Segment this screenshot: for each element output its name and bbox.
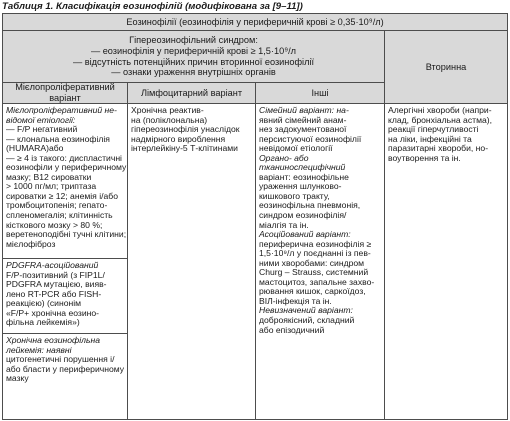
unknown-line: або епізодичний bbox=[259, 324, 325, 335]
familial-line: невідомої етіології bbox=[259, 143, 333, 154]
assoc-line: 1,5·10⁹/л у поєднанні із пев- bbox=[259, 248, 371, 259]
hes-line: — ознаки ураження внутрішніх органів bbox=[111, 67, 276, 78]
eosinophilia-classification-table bbox=[2, 13, 508, 420]
myelo-chronic-leukemia-cell bbox=[3, 334, 128, 419]
myelo-line: — F/P негативний bbox=[6, 124, 78, 135]
organ-line: Органо- або bbox=[259, 152, 309, 163]
header-other bbox=[256, 83, 385, 104]
pdgfra-line: фільна лейкемія») bbox=[6, 317, 80, 328]
pdgfra-line: «F/P+ хронічна еозино- bbox=[6, 307, 100, 318]
secondary-line: на ліки, інфекційні та bbox=[388, 133, 472, 144]
myelo-line: відомої етіології: bbox=[6, 114, 76, 125]
myelo-line: > 1000 пг/мл; триптаза bbox=[6, 181, 97, 192]
leukemia-line: або бласти у периферичному bbox=[6, 363, 125, 374]
leukemia-line: Хронічна еозинофільна bbox=[6, 335, 100, 345]
organ-line: кишкового тракту, bbox=[259, 190, 330, 201]
familial-line: явний сімейний анам- bbox=[259, 114, 347, 125]
pdgfra-line: реакцією) (синонім bbox=[6, 298, 82, 309]
leukemia-line: цитогенетичні порушення і/ bbox=[6, 354, 115, 365]
myelo-pdgfra-cell bbox=[3, 259, 128, 334]
lympho-line: інтерлейкіну-5 Т-клітинами bbox=[131, 143, 238, 154]
hes-line: — відсутність потенційних причин вторинної еозинофілії bbox=[72, 56, 315, 67]
lympho-line: гіпереозинофілія унаслідок bbox=[131, 124, 240, 135]
assoc-line: ними хворобами: синдром bbox=[259, 257, 365, 268]
familial-line: нез задокументованої bbox=[259, 124, 347, 135]
pdgfra-line: F/P-позитивний (з FIP1L/ bbox=[6, 269, 105, 280]
assoc-line: рювання кишок, саркоїдоз, bbox=[259, 286, 366, 297]
organ-line: міалгія та ін. bbox=[259, 219, 309, 230]
pdgfra-line: PDGFRA-асоційований bbox=[6, 260, 99, 270]
secondary-line: реакції гіперчутливості bbox=[388, 124, 479, 135]
myelo-line: сироватки ≥ 12; анемія і/або bbox=[6, 190, 118, 201]
unknown-line: доброякісний, складний bbox=[259, 315, 355, 326]
myelo-line: кісткового мозку > 80 %; bbox=[6, 219, 103, 230]
header-myelo-line: варіант bbox=[49, 93, 81, 103]
header-secondary-text: Вторинна bbox=[425, 61, 467, 72]
myelo-line: веретеноподібні тучні клітини; bbox=[6, 229, 127, 240]
lympho-line: Хронічна реактив- bbox=[131, 105, 204, 115]
assoc-line: периферична еозинофілія ≥ bbox=[259, 238, 372, 249]
myelo-line: Мієлопроліферативний не- bbox=[6, 105, 117, 115]
header-main bbox=[3, 14, 507, 31]
myelo-unknown-etiology-cell bbox=[3, 104, 128, 259]
myelo-line: — клональна еозинофілія bbox=[6, 133, 110, 144]
assoc-line: ВІЛ-інфекція та ін. bbox=[259, 295, 332, 306]
secondary-line: клад, бронхіальна астма), bbox=[388, 114, 493, 125]
secondary-line: паразитарні хвороби, но- bbox=[388, 143, 489, 154]
assoc-line: Асоційований варіант: bbox=[259, 229, 351, 240]
pdgfra-line: лено RT-PCR або FISH- bbox=[6, 288, 102, 299]
organ-line: ураження шлунково- bbox=[259, 181, 342, 192]
organ-line: тканиноспецифічний bbox=[259, 162, 346, 173]
pdgfra-line: PDGFRA мутацією, вияв- bbox=[6, 279, 107, 290]
myelo-line: (HUMARA)або bbox=[6, 143, 64, 154]
organ-line: варіант: еозинофільне bbox=[259, 171, 349, 182]
header-lymphocytic bbox=[128, 83, 256, 104]
myelo-line: тромбоцитопенія; гепато- bbox=[6, 200, 108, 211]
header-other-text: Інші bbox=[311, 87, 329, 98]
myelo-line: — ≥ 4 із такого: диспластичні bbox=[6, 152, 122, 163]
hes-line: — еозинофілія у периферичній крові ≥ 1,5·10⁹/л bbox=[90, 45, 297, 56]
myelo-line: спленомегалія; клітинність bbox=[6, 210, 113, 221]
lymphocytic-cell bbox=[128, 104, 256, 419]
leukemia-line: мазку bbox=[6, 373, 29, 384]
leukemia-line-italic: лейкемія: наявні bbox=[6, 344, 72, 355]
lympho-line: надмірного вироблення bbox=[131, 133, 226, 144]
myelo-line: мієлофіброз bbox=[6, 238, 56, 249]
header-hes bbox=[3, 31, 385, 83]
header-lympho-text: Лімфоцитарний варіант bbox=[140, 87, 243, 98]
header-myelo-line: Мієлопроліферативний bbox=[15, 82, 115, 93]
organ-line: синдром еозинофілія/ bbox=[259, 210, 347, 221]
organ-line: еозинофільна пневмонія, bbox=[259, 200, 361, 211]
other-variants-cell bbox=[256, 104, 385, 419]
assoc-line: мастоцитоз, запальне захво- bbox=[259, 276, 375, 287]
familial-line: персистуючої еозинофілії bbox=[259, 133, 362, 144]
myelo-line: мазку; В12 сироватки bbox=[6, 171, 92, 182]
hes-line: Гіпереозинофільний синдром: bbox=[129, 35, 258, 46]
myelo-line: еозинофіли у периферичному bbox=[6, 162, 127, 173]
unknown-line: Невизначений варіант: bbox=[259, 305, 353, 316]
lympho-line: на (поліклональна) bbox=[131, 114, 208, 125]
familial-line: Сімейний варіант: на- bbox=[259, 105, 349, 115]
secondary-line: воутворення та ін. bbox=[388, 152, 461, 163]
header-secondary bbox=[385, 31, 507, 104]
header-myeloproliferative bbox=[3, 83, 128, 104]
secondary-cell bbox=[385, 104, 507, 419]
table-caption: Таблиця 1. Класифікація еозинофілій (модифікована за [9–11]) bbox=[2, 1, 303, 12]
secondary-line: Алергічні хвороби (напри- bbox=[388, 105, 492, 115]
assoc-line: Churg – Strauss, системний bbox=[259, 267, 369, 278]
header-main-text: Еозинофілії (еозинофілія у периферичній крові ≥ 0,35·10⁹/л) bbox=[126, 16, 384, 27]
